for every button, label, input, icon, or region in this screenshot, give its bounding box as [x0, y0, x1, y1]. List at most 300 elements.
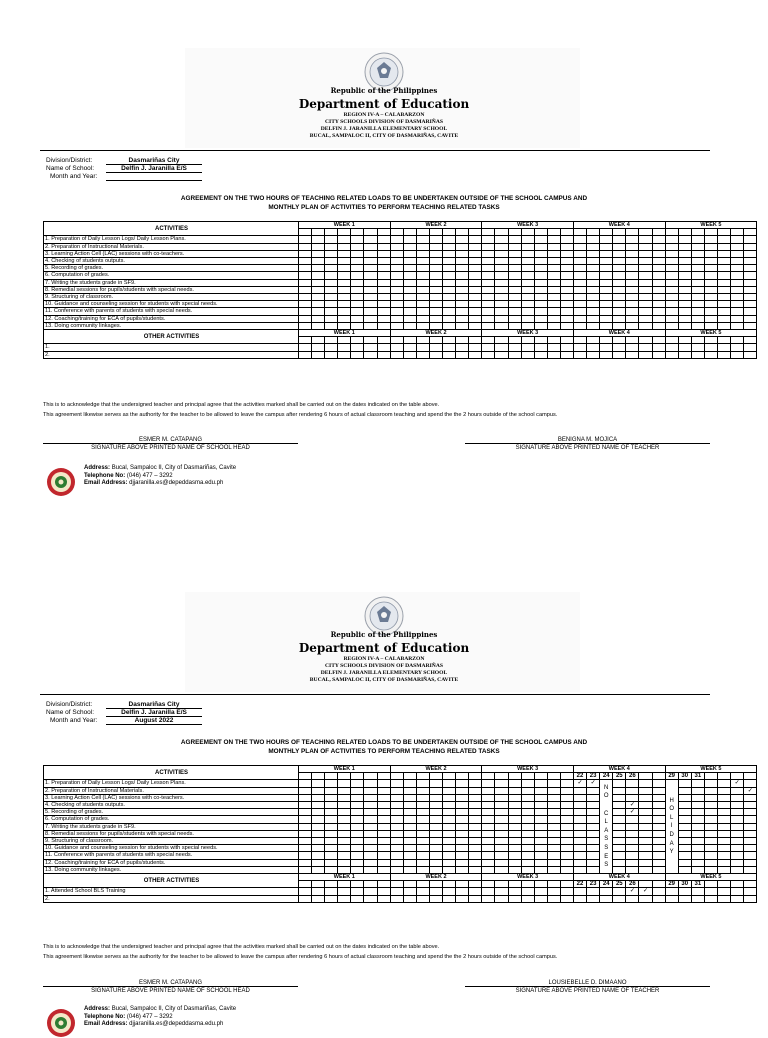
day-cell [416, 236, 429, 243]
day-cell [560, 802, 573, 809]
day-cell [639, 265, 652, 272]
telephone-text: (046) 477 – 3292 [126, 1013, 173, 1020]
day-cell [299, 286, 312, 293]
day-cell [547, 286, 560, 293]
day-cell [338, 881, 351, 888]
day-cell [416, 773, 429, 780]
day-cell [469, 895, 482, 902]
day-cell [377, 830, 390, 837]
day-cell [600, 229, 613, 236]
day-cell [652, 265, 665, 272]
day-cell [429, 337, 442, 344]
activity-row [44, 866, 757, 873]
day-cell [547, 243, 560, 250]
teacher-signature [465, 980, 710, 994]
address-text: Bucal, Sampaloc II, City of Dasmariñas, Cavite [111, 1006, 237, 1012]
region-line: REGION IV-A – CALABARZON [343, 656, 425, 662]
day-cell [456, 322, 469, 329]
day-cell [299, 859, 312, 866]
week-header: WEEK 3 [482, 766, 574, 773]
day-cell [744, 308, 757, 315]
day-cell [731, 236, 744, 243]
day-cell [704, 279, 717, 286]
day-cell [351, 301, 364, 308]
day-cell [377, 802, 390, 809]
day-cell [600, 308, 613, 315]
day-cell [534, 866, 547, 873]
day-cell [665, 286, 678, 293]
day-cell [534, 337, 547, 344]
day-cell [573, 236, 586, 243]
day-cell [587, 816, 600, 823]
day-cell [508, 852, 521, 859]
day-cell [613, 351, 626, 358]
day-cell [678, 294, 691, 301]
day-cell [508, 866, 521, 873]
day-cell [534, 301, 547, 308]
week-header: WEEK 5 [665, 222, 757, 229]
day-cell [325, 308, 338, 315]
teacher-name: LOUSIEBELLE D. DIMAANO [548, 980, 627, 986]
address-label: Address: [84, 465, 111, 471]
day-cell [521, 258, 534, 265]
day-cell [560, 265, 573, 272]
day-cell [338, 895, 351, 902]
day-cell [731, 830, 744, 837]
day-cell [416, 265, 429, 272]
day-cell [364, 315, 377, 322]
day-cell [377, 322, 390, 329]
day-cell [691, 351, 704, 358]
day-cell [495, 236, 508, 243]
day-cell [351, 852, 364, 859]
day-cell [364, 787, 377, 794]
day-cell [456, 344, 469, 351]
day-cell [495, 895, 508, 902]
day-cell [521, 809, 534, 816]
day-cell [665, 301, 678, 308]
day-cell [482, 780, 495, 787]
day-cell [416, 279, 429, 286]
month-value: August 2022 [106, 717, 202, 725]
day-cell [534, 845, 547, 852]
day-cell [338, 773, 351, 780]
day-cell [639, 845, 652, 852]
day-cell [639, 823, 652, 830]
day-cell [299, 881, 312, 888]
day-cell [377, 794, 390, 801]
day-cell [691, 845, 704, 852]
day-cell [718, 344, 731, 351]
activity-label: 6. Computation of grades. [44, 272, 299, 279]
day-cell [678, 845, 691, 852]
day-cell [718, 294, 731, 301]
day-cell [403, 322, 416, 329]
day-cell [456, 830, 469, 837]
day-cell [652, 236, 665, 243]
day-cell [560, 852, 573, 859]
day-number: 23 [587, 773, 600, 780]
day-cell [534, 344, 547, 351]
day-cell [377, 845, 390, 852]
day-cell [338, 344, 351, 351]
day-cell [587, 243, 600, 250]
school-address-line: BUCAL, SAMPALOC II, CITY OF DASMARIÑAS, CAVITE [309, 133, 459, 139]
day-cell [547, 852, 560, 859]
day-cell [521, 301, 534, 308]
day-cell [403, 881, 416, 888]
day-cell [364, 265, 377, 272]
day-cell [626, 895, 639, 902]
day-cell [390, 351, 403, 358]
activity-label: 12. Coaching/training for ECA of pupils/students. [44, 859, 299, 866]
day-cell [731, 250, 744, 257]
form-title-line-2: MONTHLY PLAN OF ACTIVITIES TO PERFORM TEACHING RELATED TASKS [268, 748, 500, 755]
day-cell [469, 243, 482, 250]
day-cell [547, 845, 560, 852]
day-cell [731, 265, 744, 272]
day-cell [508, 895, 521, 902]
day-cell [613, 294, 626, 301]
day-cell [495, 845, 508, 852]
day-cell [534, 279, 547, 286]
day-cell [744, 794, 757, 801]
day-cell [744, 866, 757, 873]
day-cell [377, 265, 390, 272]
day-cell [560, 809, 573, 816]
day-cell [495, 308, 508, 315]
day-cell [652, 830, 665, 837]
acknowledgement-line-1: This is to acknowledge that the undersigned teacher and principal agree that the activities marked shall be carried out on the dates indicated on the table above. [43, 402, 440, 408]
day-cell [338, 852, 351, 859]
week-header: WEEK 3 [482, 330, 574, 337]
day-cell [508, 272, 521, 279]
day-cell [744, 809, 757, 816]
day-cell [573, 250, 586, 257]
day-cell [704, 895, 717, 902]
day-cell [443, 250, 456, 257]
day-cell [560, 787, 573, 794]
division-label: Division/District: [46, 701, 93, 708]
day-cell [312, 823, 325, 830]
day-cell [351, 294, 364, 301]
day-cell [325, 286, 338, 293]
acknowledgement-line-2: This agreement likewise serves as the authority for the teacher to be allowed to leave the campus after rendering 6 hours of actual classroom teaching and spend the the 2 hours outside of the school campus. [43, 412, 558, 418]
day-cell [600, 258, 613, 265]
day-cell [521, 243, 534, 250]
activity-label: 2. Preparation of Instructional Materials. [44, 787, 299, 794]
day-cell [587, 859, 600, 866]
teacher-caption: SIGNATURE ABOVE PRINTED NAME OF TEACHER [465, 986, 710, 994]
day-cell [600, 315, 613, 322]
day-cell [678, 315, 691, 322]
day-cell [325, 301, 338, 308]
teacher-signature [465, 437, 710, 451]
day-cell [364, 838, 377, 845]
day-cell [338, 236, 351, 243]
day-cell [482, 816, 495, 823]
day-cell [704, 809, 717, 816]
day-cell [416, 229, 429, 236]
day-cell [390, 881, 403, 888]
other-activity-label: 1. Attended School BLS Training [44, 888, 299, 895]
day-cell [744, 351, 757, 358]
day-cell [718, 852, 731, 859]
day-cell [534, 809, 547, 816]
day-cell [351, 344, 364, 351]
day-cell [469, 301, 482, 308]
day-cell [456, 337, 469, 344]
day-cell [587, 315, 600, 322]
other-activity-row [44, 888, 757, 895]
week-header: WEEK 5 [665, 330, 757, 337]
day-cell [678, 344, 691, 351]
day-cell [560, 308, 573, 315]
day-cell [364, 351, 377, 358]
day-cell [534, 229, 547, 236]
day-cell [469, 229, 482, 236]
day-cell [338, 830, 351, 837]
day-cell [652, 315, 665, 322]
day-cell [390, 243, 403, 250]
activity-label: 8. Remedial sessions for pupils/students with special needs. [44, 830, 299, 837]
day-cell [469, 823, 482, 830]
day-cell [377, 852, 390, 859]
week-header: WEEK 1 [299, 222, 391, 229]
day-cell [704, 301, 717, 308]
day-cell [416, 322, 429, 329]
day-cell [338, 272, 351, 279]
activity-row [44, 294, 757, 301]
day-cell [560, 866, 573, 873]
day-cell [338, 866, 351, 873]
day-cell [508, 236, 521, 243]
day-cell [718, 866, 731, 873]
school-line: DELFIN J. JARANILLA ELEMENTARY SCHOOL [320, 126, 448, 132]
day-cell [691, 286, 704, 293]
day-cell [443, 308, 456, 315]
day-cell [704, 229, 717, 236]
day-cell [364, 895, 377, 902]
day-cell [613, 866, 626, 873]
day-cell [495, 888, 508, 895]
day-cell [482, 881, 495, 888]
activity-row [44, 780, 757, 787]
day-cell [377, 250, 390, 257]
day-cell [416, 809, 429, 816]
day-cell [626, 229, 639, 236]
day-cell [456, 859, 469, 866]
day-cell [639, 229, 652, 236]
day-cell [718, 802, 731, 809]
day-cell [691, 308, 704, 315]
day-cell [691, 859, 704, 866]
day-cell [508, 794, 521, 801]
month-label: Month and Year: [50, 717, 98, 724]
activity-label: 3. Learning Action Cell (LAC) sessions with co-teachers. [44, 794, 299, 801]
day-cell [312, 315, 325, 322]
day-cell [704, 773, 717, 780]
day-cell [639, 794, 652, 801]
day-cell [416, 337, 429, 344]
day-cell [482, 315, 495, 322]
day-cell [482, 895, 495, 902]
day-cell [587, 838, 600, 845]
day-cell [534, 823, 547, 830]
day-cell [508, 845, 521, 852]
day-cell [482, 243, 495, 250]
day-cell [744, 337, 757, 344]
day-cell [508, 294, 521, 301]
day-cell [312, 787, 325, 794]
day-cell [534, 830, 547, 837]
other-activity-row [44, 895, 757, 902]
day-cell [560, 895, 573, 902]
day-cell [482, 838, 495, 845]
day-cell [377, 229, 390, 236]
day-cell [338, 838, 351, 845]
day-cell [456, 294, 469, 301]
activity-label: 10. Guidance and counseling session for students with special needs. [44, 301, 299, 308]
day-cell [338, 243, 351, 250]
day-cell [613, 279, 626, 286]
day-cell [377, 816, 390, 823]
day-cell [731, 816, 744, 823]
day-cell [377, 780, 390, 787]
day-cell [573, 823, 586, 830]
day-cell [547, 881, 560, 888]
day-cell [351, 809, 364, 816]
day-cell [338, 802, 351, 809]
day-cell [403, 852, 416, 859]
day-cell [626, 337, 639, 344]
day-cell [704, 780, 717, 787]
day-cell [495, 286, 508, 293]
day-cell [338, 258, 351, 265]
day-cell [718, 881, 731, 888]
day-cell [456, 888, 469, 895]
day-cell [416, 794, 429, 801]
day-cell [312, 344, 325, 351]
activity-row [44, 787, 757, 794]
day-cell [416, 258, 429, 265]
day-cell [587, 286, 600, 293]
day-cell [377, 866, 390, 873]
day-cell [626, 816, 639, 823]
day-cell [587, 830, 600, 837]
day-cell [521, 229, 534, 236]
day-cell [626, 794, 639, 801]
day-cell [521, 802, 534, 809]
day-cell [429, 830, 442, 837]
day-cell [338, 229, 351, 236]
month-label: Month and Year: [50, 173, 98, 180]
school-head-name: ESMER M. CATAPANG [138, 437, 202, 443]
day-cell [508, 229, 521, 236]
day-cell [560, 823, 573, 830]
day-cell [403, 773, 416, 780]
day-cell [456, 243, 469, 250]
day-cell [508, 337, 521, 344]
day-cell [312, 845, 325, 852]
day-cell [377, 315, 390, 322]
day-cell [665, 250, 678, 257]
week-header: WEEK 2 [390, 330, 482, 337]
day-number: 22 [573, 773, 586, 780]
day-cell [312, 250, 325, 257]
day-cell [534, 265, 547, 272]
day-number: 24 [600, 773, 613, 780]
day-cell [403, 823, 416, 830]
other-activity-label: 1. [44, 344, 299, 351]
day-cell [429, 301, 442, 308]
activities-header: ACTIVITIES [44, 766, 299, 780]
day-cell [600, 286, 613, 293]
day-cell [456, 272, 469, 279]
day-cell [744, 802, 757, 809]
day-cell [299, 351, 312, 358]
email-label: Email Address: [84, 480, 128, 486]
day-cell [390, 308, 403, 315]
day-cell [678, 236, 691, 243]
day-cell [364, 322, 377, 329]
day-cell [325, 243, 338, 250]
day-cell [704, 322, 717, 329]
day-cell [482, 344, 495, 351]
day-cell [587, 272, 600, 279]
day-cell [639, 301, 652, 308]
day-cell [338, 265, 351, 272]
day-cell [731, 337, 744, 344]
day-cell [691, 802, 704, 809]
activity-row [44, 859, 757, 866]
email-link[interactable]: djjaranilla.es@depeddasma.edu.ph [129, 1021, 224, 1027]
day-cell [613, 845, 626, 852]
day-cell [299, 816, 312, 823]
day-cell [573, 866, 586, 873]
day-cell [338, 337, 351, 344]
email-link[interactable]: djjaranilla.es@depeddasma.edu.ph [129, 480, 224, 486]
day-cell [351, 802, 364, 809]
day-cell [521, 830, 534, 837]
day-cell [403, 794, 416, 801]
day-cell [351, 888, 364, 895]
day-cell [534, 794, 547, 801]
day-cell [613, 236, 626, 243]
day-cell [521, 265, 534, 272]
day-cell [508, 301, 521, 308]
day-cell [508, 308, 521, 315]
day-cell [678, 852, 691, 859]
day-cell [613, 780, 626, 787]
day-cell [678, 830, 691, 837]
day-cell [521, 294, 534, 301]
day-cell [534, 236, 547, 243]
day-cell [312, 322, 325, 329]
day-cell [626, 265, 639, 272]
form-title-line-2: MONTHLY PLAN OF ACTIVITIES TO PERFORM TEACHING RELATED TASKS [268, 204, 500, 211]
day-cell [469, 322, 482, 329]
day-cell [613, 838, 626, 845]
division-line: CITY SCHOOLS DIVISION OF DASMARIÑAS [324, 119, 443, 125]
day-cell [390, 344, 403, 351]
day-cell [416, 881, 429, 888]
day-cell [299, 895, 312, 902]
checkmark: ✓ [626, 809, 639, 816]
day-cell [731, 301, 744, 308]
day-cell [704, 286, 717, 293]
day-cell [613, 794, 626, 801]
